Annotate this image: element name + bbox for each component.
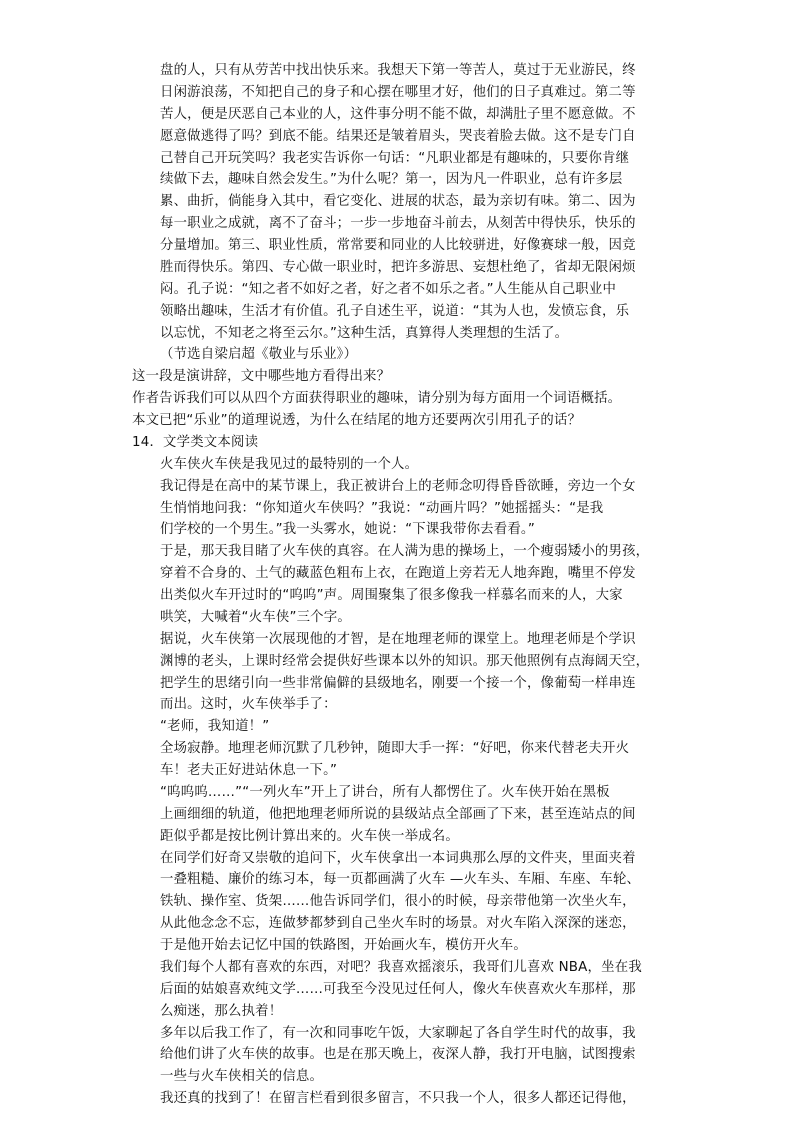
section-heading: 14．文学类文本阅读 [132,434,259,450]
story-line: 我记得是在高中的某节课上，我正被讲台上的老师念叨得昏昏欲睡，旁边一个女 [160,478,636,494]
story-line: 我们每个人都有喜欢的东西，对吧？我喜欢摇滚乐，我哥们儿喜欢 NBA，坐在我 [160,959,642,975]
passage-line: 分量增加。第三、职业性质，常常要和同业的人比较骈进，好像赛球一般，因竞 [160,238,636,253]
story-line: 把学生的思绪引向一些非常偏僻的县级地名，刚要一个接一个，像葡萄一样串连 [160,675,636,691]
story-line: 距似乎都是按比例计算出来的。火车侠一举成名。 [160,828,459,844]
story-line: 穿着不合身的、土气的藏蓝色粗布上衣，在跑道上旁若无人地奔跑，嘴里不停发 [160,566,636,582]
story-line: 上画细细的轨道，他把地理老师所说的县级站点全部画了下来，甚至连站点的间 [160,806,636,822]
story-line: 们学校的一个男生。”我一头雾水，她说：“下课我带你去看看。” [160,522,535,538]
story-line: 一叠粗糙、廉价的练习本，每一页都画满了火车 —火车头、车厢、车座、车轮、 [160,872,641,888]
story-line: 一些与火车侠相关的信息。 [160,1069,324,1085]
story-line: 据说，火车侠第一次展现他的才智，是在地理老师的课堂上。地理老师是个学识 [160,631,636,647]
passage-line: 盘的人，只有从劳苦中找出快乐来。我想天下第一等苦人，莫过于无业游民，终 [160,63,636,78]
story-line: 出类似火车开过时的“呜呜”声。周围聚集了很多像我一样慕名而来的人，大家 [160,588,623,603]
question-item: 这一段是演讲辞，文中哪些地方看得出来？ [132,369,391,385]
story-line: 全场寂静。地理老师沉默了几秒钟，随即大手一挥：“好吧，你来代替老夫开火 [160,741,630,757]
story-line: “呜呜呜……”“一列火车”开上了讲台，所有人都愣住了。火车侠开始在黑板 [160,784,610,800]
story-line: 多年以后我工作了，有一次和同事吃午饭，大家聊起了各自学生时代的故事，我 [160,1025,636,1041]
story-line: 铁轨、操作室、货架……他告诉同学们，很小的时候，母亲带他第一次坐火车， [160,894,636,910]
story-line: 从此他念念不忘，连做梦都梦到自己坐火车时的场景。对火车陷入深深的迷恋， [160,916,636,932]
passage-line: 领略出趣味，生活才有价值。孔子自述生平，说道：“其为人也，发愤忘食，乐 [160,303,630,319]
story-line: 在同学们好奇又崇敬的追问下，火车侠拿出一本词典那么厚的文件夹，里面夹着 [160,850,636,866]
question-item: 作者告诉我们可以从四个方面获得职业的趣味，请分别为每方面用一个词语概括。 [132,391,622,407]
story-line: 生悄悄地问我：“你知道火车侠吗？”我说：“动画片吗？”她摇摇头：“是我 [160,500,604,516]
passage-line: 续做下去，趣味自然会发生。”为什么呢？第一，因为凡一件职业，总有许多层 [160,172,623,188]
passage-line: 己替自己开玩笑吗？我老实告诉你一句话：“凡职业都是有趣味的，只要你肯继 [160,150,630,166]
story-line: 车！老夫正好进站休息一下。” [160,763,338,778]
passage-line: 以忘忧，不知老之将至云尔。”这种生活，真算得人类理想的生活了。 [160,325,569,341]
question-item: 本文已把“乐业”的道理说透，为什么在结尾的地方还要两次引用孔子的话？ [132,413,582,428]
passage-line: 闷。孔子说：“知之者不如好之者，好之者不如乐之者。”人生能从自己职业中 [160,281,617,297]
passage-line: 每一职业之成就，离不了奋斗；一步一步地奋斗前去，从刻苦中得快乐，快乐的 [160,216,636,232]
story-line: 于是他开始去记忆中国的铁路图，开始画火车，模仿开火车。 [160,938,527,953]
story-line: 火车侠火车侠是我见过的最特别的一个人。 [160,456,419,472]
story-line: 么痴迷，那么执着！ [160,1003,283,1019]
story-line: 后面的姑娘喜欢纯文学……可我至今没见过任何人，像火车侠喜欢火车那样，那 [160,981,636,997]
passage-line: 胜而得快乐。第四、专心做一职业时，把许多游思、妄想杜绝了，省却无限闲烦 [160,259,636,275]
story-line: “老师，我知道！” [160,719,270,735]
story-line: 于是，那天我目睹了火车侠的真容。在人满为患的操场上，一个瘦弱矮小的男孩， [160,544,650,560]
story-line: 给他们讲了火车侠的故事。也是在那天晚上，夜深人静，我打开电脑，试图搜索 [160,1047,636,1063]
passage-line: 日闲游浪荡，不知把自己的身子和心摆在哪里才好，他们的日子真难过。第二等 [160,84,636,100]
story-line: 渊博的老头，上课时经常会提供好些课本以外的知识。那天他照例有点海阔天空， [160,653,650,669]
passage-line: 累、曲折，倘能身入其中，看它变化、进展的状态，最为亲切有味。第二、因为 [160,194,636,210]
story-line: 而出。这时，火车侠举手了： [160,697,337,713]
passage-line: 苦人，便是厌恶自己本业的人，这件事分明不能不做，却满肚子里不愿意做。不 [160,106,636,122]
passage-line: 愿意做逃得了吗？到底不能。结果还是皱着眉头，哭丧着脸去做。这不是专门自 [160,128,636,144]
story-line: 我还真的找到了！在留言栏看到很多留言，不只我一个人，很多人都还记得他， [160,1091,636,1107]
passage-source: （节选自梁启超《敬业与乐业》） [160,347,358,363]
story-line: 哄笑，大喊着“火车侠”三个字。 [160,609,351,625]
